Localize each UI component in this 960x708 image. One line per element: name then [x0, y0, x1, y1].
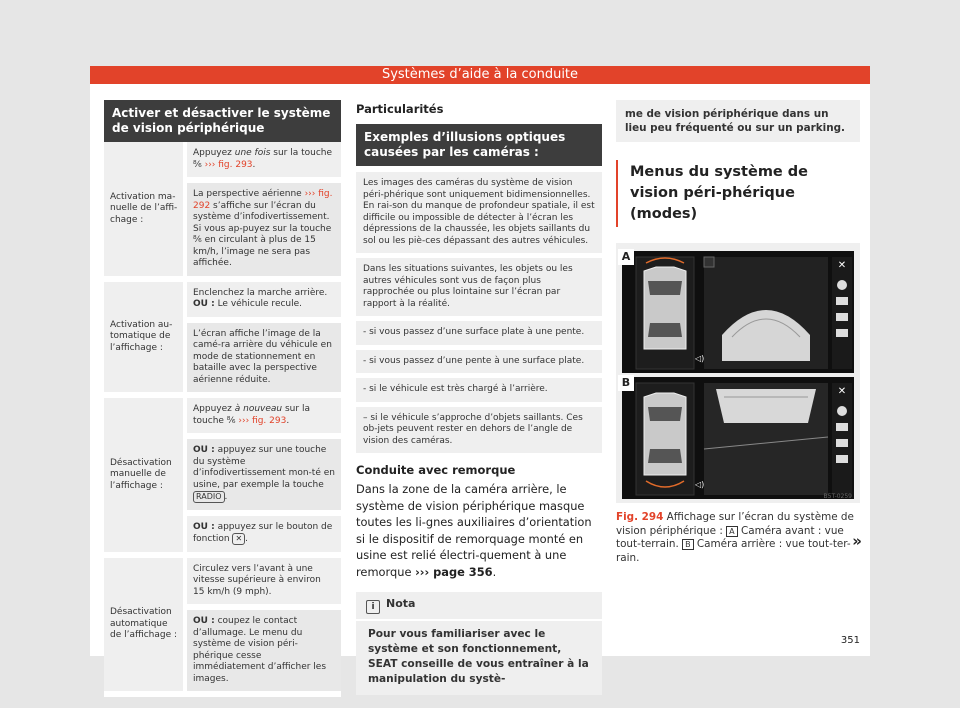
page-number: 351 — [840, 635, 860, 646]
cell-text: sur la touche ⁸⁄₆ — [193, 148, 333, 170]
cell-text: s’affiche sur l’écran du système d’infodivertissement. Si vous ap-puyez sur la touche ⁸⁄₆ en circulant à plus de 15 km/h, l’image ne sera pas affichée. — [193, 200, 332, 268]
table-row — [104, 398, 341, 439]
cell-text: Appuyez — [193, 148, 235, 158]
caption-text: Caméra avant : vue tout-terrain. — [616, 524, 844, 550]
text-block: - si le véhicule est très chargé à l’arrière. — [356, 378, 602, 402]
manual-page — [90, 66, 870, 685]
body-heading: Conduite avec remorque — [356, 463, 516, 477]
image-code: B5T-0259 — [823, 493, 852, 500]
note-body: Pour vous familiariser avec le système et son fonctionnement, SEAT conseille de vous entraîner à la manipulation du systè- — [368, 628, 589, 685]
or-label: OU : — [193, 299, 215, 309]
table-row — [104, 282, 341, 323]
table-row — [104, 142, 341, 183]
paragraph-text: . — [492, 564, 497, 579]
or-label: OU : — [193, 521, 215, 532]
caption-figure-number: Fig. 294 — [616, 511, 664, 523]
figure-caption — [616, 511, 860, 565]
note-box — [356, 592, 602, 695]
column-left — [104, 100, 341, 697]
cell-text: sur la touche ⁸⁄₆ — [193, 404, 310, 426]
cell-text: Enclenchez la marche arrière. — [193, 287, 328, 298]
body-paragraph — [356, 481, 602, 580]
caption-text: Caméra arrière : vue tout-ter-rain. — [616, 538, 851, 564]
figure-link[interactable]: ››› fig. 293 — [204, 159, 253, 170]
note-header — [356, 592, 602, 621]
caption-label-b: B — [682, 539, 694, 550]
or-label: OU : — [193, 445, 215, 455]
page-link[interactable]: ››› page 356 — [415, 564, 493, 579]
section-heading: Particularités — [356, 102, 444, 116]
figure-link[interactable]: ››› fig. 293 — [238, 415, 287, 426]
text-block: Dans les situations suivantes, les objets ou les autres véhicules sont vus de façon plus rapprochée ou plus lointaine sur l’écran par rapport à la réalité. — [356, 258, 602, 316]
cell-emphasis: une fois — [234, 148, 271, 158]
cell-text: . — [224, 492, 228, 502]
row-label: Désactivation automatique de l’affichage : — [104, 558, 187, 698]
cell-text: appuyez sur le bouton de fonction — [193, 521, 333, 544]
note-title: Nota — [386, 597, 416, 610]
table-cell — [187, 516, 341, 558]
table-cell — [187, 183, 341, 282]
cell-text: Appuyez — [193, 404, 235, 414]
cell-text: . — [286, 415, 290, 426]
or-label: OU : — [193, 616, 215, 626]
table-cell — [187, 439, 341, 516]
cell-emphasis: à nouveau — [234, 404, 283, 414]
table-cell: L’écran affiche l’image de la camé-ra arrière du véhicule en mode de stationnement en bataille avec la perspective aérienne réduite. — [187, 323, 341, 399]
cell-text: coupez le contact d’allumage. Le menu du système de vision péri-phérique cesse immédiatement d’afficher les images. — [193, 616, 327, 684]
cell-text: . — [245, 534, 249, 544]
cell-text: . — [252, 159, 256, 170]
svg-text:◁): ◁) — [695, 354, 705, 363]
caption-label-a: A — [726, 526, 737, 537]
section-title: Menus du système de vision péri-phérique (modes) — [616, 160, 860, 227]
info-icon: i — [366, 600, 380, 614]
caption-text: Affichage sur l’écran du système de vision périphérique : — [616, 511, 854, 537]
table-title: Activer et désactiver le système de vision périphérique — [104, 100, 341, 142]
continue-marker: » — [852, 532, 862, 550]
table-cell: Circulez vers l’avant à une vitesse supérieure à environ 15 km/h (9 mph). — [187, 558, 341, 611]
paragraph-text: Dans la zone de la caméra arrière, le système de vision périphérique masque toutes les li-gnes auxiliaires d’orientation si le dispositif de remorquage monté en usine est relié électri-quement à une remorque — [356, 482, 592, 579]
figure-294 — [616, 243, 860, 503]
column-right — [616, 100, 860, 565]
text-block: Les images des caméras du système de vision péri-phérique sont uniquement bidimensionnelles. En rai-son du manque de profondeur spatiale, il est difficile ou impossible de détecter à l’écran les dépressions de la chaussée, les objets saillants du sol ou les piè-ces dépassant des autres véhicules. — [356, 172, 602, 253]
illusions-box-title: Exemples d’illusions optiques causées par les caméras : — [356, 124, 602, 166]
note-continued: me de vision périphérique dans un lieu peu fréquenté ou sur un parking. — [616, 100, 860, 142]
svg-text:◁): ◁) — [695, 480, 705, 489]
cell-text: La perspective aérienne — [193, 189, 305, 199]
activation-table — [104, 142, 341, 697]
offroad-view-front-image — [622, 251, 854, 373]
table-cell — [187, 398, 341, 439]
table-cell — [187, 610, 341, 697]
row-label: Désactivation manuelle de l’affichage : — [104, 398, 187, 558]
screen-front-camera — [622, 251, 854, 373]
radio-key-icon: RADIO — [193, 491, 225, 503]
column-middle — [356, 100, 602, 695]
text-block: – si le véhicule s’approche d’objets saillants. Ces ob-jets peuvent rester en dehors de l’angle de vision des caméras. — [356, 407, 602, 454]
row-label: Activation au-tomatique de l’affichage : — [104, 282, 187, 399]
screen-rear-camera — [622, 377, 854, 499]
text-block: - si vous passez d’une pente à une surface plate. — [356, 350, 602, 374]
row-label: Activation ma-nuelle de l’affi-chage : — [104, 142, 187, 282]
cell-text: Le véhicule recule. — [214, 299, 303, 309]
svg-text:✕: ✕ — [837, 386, 847, 397]
figure-link[interactable]: ››› fig. 292 — [193, 189, 333, 211]
table-cell — [187, 282, 341, 323]
close-function-icon: ✕ — [232, 533, 245, 545]
cell-text: appuyez sur une touche du système d’infodivertissement mon-té en usine, par exemple la touche — [193, 445, 335, 490]
table-cell — [187, 142, 341, 183]
figure-label-a: A — [618, 249, 634, 265]
table-row — [104, 558, 341, 611]
chapter-header: Systèmes d’aide à la conduite — [90, 66, 870, 84]
offroad-view-rear-image — [622, 377, 854, 499]
text-block: - si vous passez d’une surface plate à une pente. — [356, 321, 602, 345]
figure-label-b: B — [618, 375, 634, 391]
svg-text:✕: ✕ — [837, 260, 847, 271]
